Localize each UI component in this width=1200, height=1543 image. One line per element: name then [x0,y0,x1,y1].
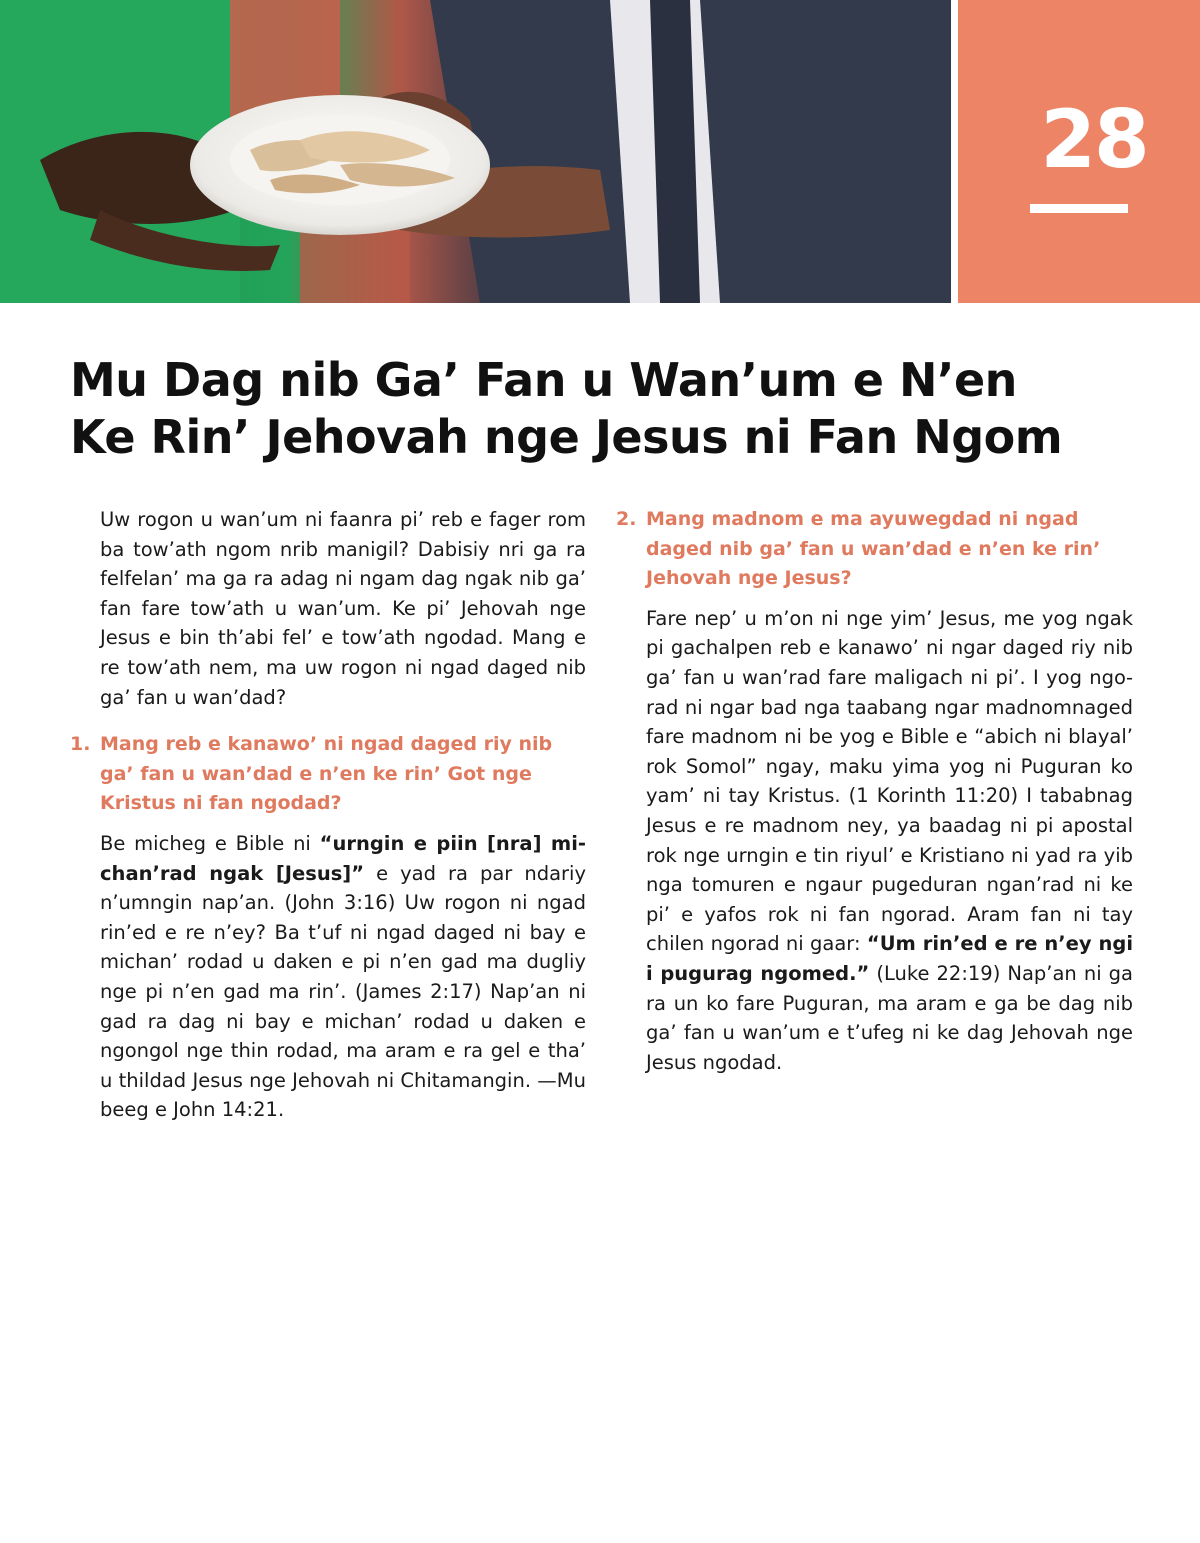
question-1 [70,730,586,819]
right-column [616,505,1133,1087]
lesson-number: 28 [1040,93,1148,186]
answer-1-bold: “urngin e piin [nra] michan’rad ngak [Jesus]” [100,831,586,885]
question-1-text: Mang reb e kanawo’ ni ngad daged riy nib ga’ fan u wan’dad e n’en ke rin’ Got nge Kristus ni fan ngodad? [100,733,553,815]
answer-1-lead: Be micheg e Bible ni [100,831,320,855]
answer-1-rest: e yad ra par ndariy n’umngin nap’an. (John 3:16) Uw rogon ni ngad rin’ed e re n’ey? Ba t’uf ni ngad daged ni bay e michan’ rodad u daken e pi n’en gad ma dugliy nge pi n’en gad ma rin’. (James 2:17) Nap’an ni gad ra dag ni bay e michan’ rodad u daken e ngongol nge thin rodad, ma aram e ra gel e tha’ u thildad Jesus nge Jehovah ni Chitamangin. —Mu beeg e John 14:21. [100,861,586,1122]
intro-paragraph: Uw rogon u wan’um ni faanra pi’ reb e fager rom ba tow’ath ngom nrib manigil? Dabisiy nri ga ra felfelan’ ma ga ra adag ni ngam dag ngak nib ga’ fan fare tow’ath u wan’um. Ke pi’ Jehovah nge Jesus e bin th’abi fel’ e tow’ath ngodad. Mang e re tow’ath nem, ma uw rogon ni ngad daged nib ga’ fan u wan’dad? [100,508,586,709]
answer-2-lead: Fare nep’ u m’on ni nge yim’ Jesus, me yog ngak pi gachalpen reb e kanawo’ ni ngar daged riy nib ga’ fan u wan’rad fare maligach ni pi’. I yog ngorad ni ngar bad nga taabang ngar madnomnaged fare madnom ni be yog e Bible e “abich ni blayal’ rok Somol” ngay, maku yima yog ni Puguran ko yam’ ni tay Kristus. (1 Korinth 11:20) I tababnag Jesus e re madnom ney, ya baadag ni pi apostal rok nge urngin e tin riyul’ e Kristiano ni yad ra yib nga tomuren e ngaur pugeduran ngan’rad ni ke pi’ e yafos rok ni fan ngorad. Aram fan ni tay chilen ngorad ni gaar: [646,606,1133,956]
answer-2-paragraph [646,604,1133,1078]
question-1-number: 1. [70,733,91,756]
answer-2-rest: (Luke 22:19) Nap’an ni ga ra un ko fare Puguran, ma aram e ga be dag nib ga’ fan u wan’um e t’ufeg ni ke dag Jehovah nge Jesus ngodad. [646,961,1133,1074]
lesson-number-box [958,0,1200,303]
communion-bread-photo [0,0,951,303]
answer-1-paragraph [100,829,586,1125]
hero-photo [0,0,951,303]
question-2-text: Mang madnom e ma ayuwegdad ni ngad daged nib ga’ fan u wan’dad e n’en ke rin’ Jehovah nge Jesus? [646,508,1101,590]
answer-2-bold: “Um rin’ed e re n’ey ngi i pugurag ngomed.” [646,932,1133,985]
question-2-number: 2. [616,508,637,530]
lesson-number-underline [1030,204,1128,213]
question-2 [616,505,1133,594]
left-column [70,505,586,1135]
page-title: Mu Dag nib Ga’ Fan u Wan’um e N’en Ke Rin’ Jehovah nge Jesus ni Fan Ngom [70,353,1063,464]
